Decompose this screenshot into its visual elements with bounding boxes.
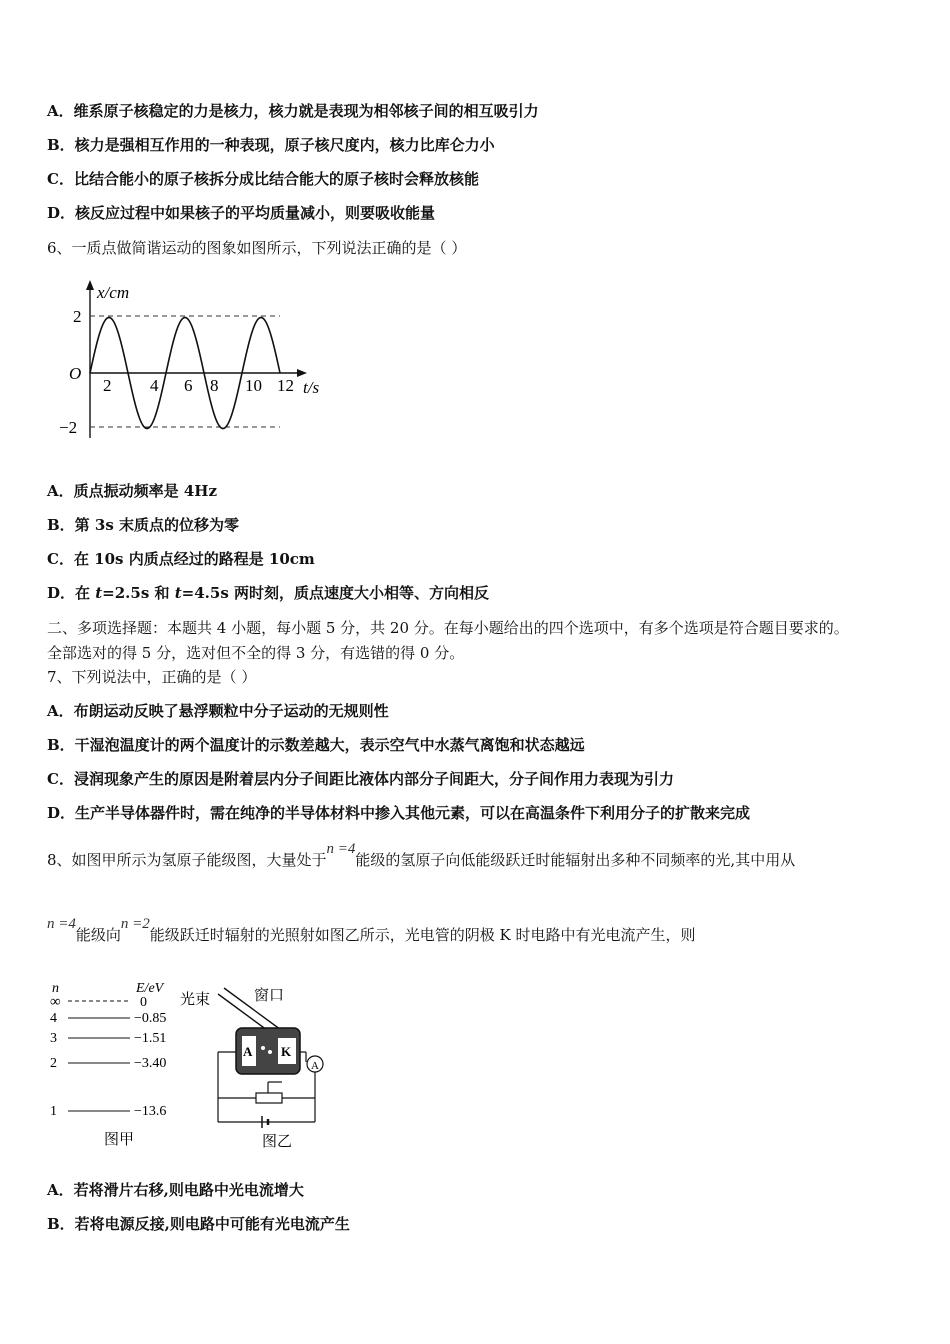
q6-oscillation-graph [55,278,345,448]
xtick-8: 8 [210,376,219,395]
q6-stem: 6、一质点做简谐运动的图象如图所示，下列说法正确的是（ ） [47,239,467,257]
q8-option-a: A．若将滑片右移,则电路中光电流增大 [47,1181,304,1199]
e-header: E/eV [136,981,164,996]
electron-dot-1 [268,1050,272,1054]
ytick-2: 2 [73,307,82,326]
y-axis-arrow [86,280,94,290]
q5-option-c: C．比结合能小的原子核拆分成比结合能大的原子核时会释放核能 [47,170,479,188]
level-1-n: 1 [50,1104,57,1119]
level-3-e: −1.51 [134,1031,167,1046]
anode-label: A [243,1044,253,1059]
q7-option-b: B．干湿泡温度计的两个温度计的示数差越大，表示空气中水蒸气离饱和状态越远 [47,736,585,754]
ytick-neg2: −2 [59,418,78,437]
y-axis-label: x/cm [97,283,130,302]
q7-option-c: C．浸润现象产生的原因是附着层内分子间距比液体内部分子间距大，分子间作用力表现为引力 [47,770,674,788]
q5-option-a: A．维系原子核稳定的力是核力，核力就是表现为相邻核子间的相互吸引力 [47,102,539,120]
xtick-12: 12 [277,376,294,395]
level-inf-e: 0 [140,995,147,1010]
q6-option-d: D．在 t=2.5s 和 t=4.5s 两时刻，质点速度大小相等、方向相反 [47,584,490,602]
xtick-6: 6 [184,376,193,395]
q6-option-c: C．在 10s 内质点经过的路程是 10cm [47,550,315,568]
q7-option-d: D．生产半导体器件时，需在纯净的半导体材料中掺入其他元素，可以在高温条件下利用分子的扩散来完成 [47,804,751,822]
cathode-label: K [281,1044,292,1059]
q8-option-b: B．若将电源反接,则电路中可能有光电流产生 [47,1215,350,1233]
figure-b-caption: 图乙 [262,1134,293,1150]
window-label: 窗口 [254,988,285,1004]
level-2-e: −3.40 [134,1056,167,1071]
energy-level-diagram [44,978,194,1153]
rheostat [256,1093,282,1103]
electron-dot-2 [261,1046,265,1050]
x-axis-arrow [297,369,307,377]
level-2-n: 2 [50,1056,57,1071]
q5-option-d: D．核反应过程中如果核子的平均质量减小，则要吸收能量 [47,204,436,222]
xtick-2: 2 [103,376,112,395]
ammeter-label: A [311,1060,319,1072]
x-axis-label: t/s [303,378,320,397]
n-header: n [52,981,59,996]
n2-formula: n =2 [120,916,150,932]
n4-formula-2: n =4 [47,916,76,932]
q6-option-b: B．第 3s 末质点的位移为零 [47,516,240,534]
section2-intro-line2: 全部选对的得 5 分，选对但不全的得 3 分，有选错的得 0 分。 [47,644,465,662]
level-1-e: −13.6 [134,1104,167,1119]
level-3-n: 3 [50,1031,57,1046]
xtick-10: 10 [245,376,262,395]
beam-label: 光束 [180,992,211,1008]
n4-formula: n =4 [326,841,356,857]
level-4-e: −0.85 [134,1011,167,1026]
q6-option-a: A．质点振动频率是 4Hz [47,482,217,500]
xtick-4: 4 [150,376,159,395]
q8-stem-line2: n =4能级向n =2能级跃迁时辐射的光照射如图乙所示，光电管的阴极 K 时电路中有光电流产生，则 [47,916,696,944]
origin-label: O [69,364,82,383]
photoelectric-circuit [178,982,328,1152]
q5-option-b: B．核力是强相互作用的一种表现，原子核尺度内，核力比库仑力小 [47,136,495,154]
q7-option-a: A．布朗运动反映了悬浮颗粒中分子运动的无规则性 [47,702,389,720]
level-inf-n: ∞ [50,994,61,1010]
q7-stem: 7、下列说法中，正确的是（ ） [47,668,257,686]
level-4-n: 4 [50,1011,57,1026]
q8-stem: 8、如图甲所示为氢原子能级图，大量处于n =4能级的氢原子向低能级跃迁时能辐射出多种不同频率的光,其中用从 [47,841,796,869]
figure-a-caption: 图甲 [104,1132,135,1148]
section2-intro-line1: 二、多项选择题：本题共 4 小题，每小题 5 分，共 20 分。在每小题给出的四个选项中，有多个选项是符合题目要求的。 [47,619,849,637]
